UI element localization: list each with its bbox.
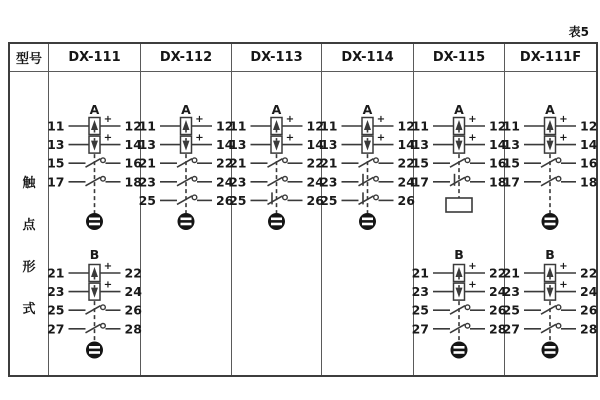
terminal-number-right: 14 <box>216 137 234 153</box>
column-header-dx-112: DX-112 <box>141 44 232 72</box>
contact-form-label-char-2: 形 <box>22 260 36 275</box>
contact-row-13-14 <box>139 133 234 154</box>
terminal-number-right: 12 <box>580 118 598 134</box>
terminal-number-right: 24 <box>124 284 142 300</box>
contact-diagram-dx-114 <box>322 72 413 375</box>
column-header-dx-114: DX-114 <box>322 44 414 72</box>
contact-row-13-14 <box>503 133 598 154</box>
terminal-number-left: 11 <box>138 118 156 134</box>
terminal-number-left: 15 <box>411 155 429 171</box>
group-label: A <box>545 102 555 117</box>
contact-group-B <box>503 247 598 359</box>
contact-row-11-12 <box>47 114 142 135</box>
terminal-number-left: 13 <box>411 137 429 153</box>
polarity-plus-sign: + <box>376 114 386 125</box>
terminal-number-left: 11 <box>320 118 338 134</box>
terminal-number-right: 24 <box>397 174 415 190</box>
polarized-element-arrow-down-icon <box>251 133 303 154</box>
polarity-plus-sign: + <box>285 114 295 125</box>
terminal-number-left: 21 <box>502 265 520 281</box>
terminal-number-right: 24 <box>489 284 507 300</box>
terminal-number-left: 27 <box>411 321 429 337</box>
group-label: B <box>89 247 100 262</box>
terminal-number-right: 26 <box>306 192 324 208</box>
normally-open-contact-icon <box>251 158 303 167</box>
terminal-number-left: 21 <box>47 265 65 281</box>
model-header-cell: 型号 <box>10 44 49 72</box>
terminal-number-left: 27 <box>502 321 520 337</box>
terminal-number-left: 13 <box>47 137 65 153</box>
terminal-number-right: 18 <box>580 174 598 190</box>
contact-diagram-cell-dx-111f <box>502 72 598 375</box>
contact-with-stop-bar-icon <box>342 192 394 204</box>
terminal-number-left: 21 <box>229 155 247 171</box>
column-header-dx-115: DX-115 <box>414 44 505 72</box>
contact-row-23-24 <box>412 280 507 301</box>
polarity-plus-sign: + <box>376 132 386 144</box>
polarity-plus-sign: + <box>103 114 113 125</box>
terminal-number-right: 14 <box>124 137 142 153</box>
terminal-number-right: 26 <box>580 302 598 318</box>
contact-row-13-14 <box>47 133 142 154</box>
contact-row-21-22 <box>47 261 142 282</box>
striped-disc-indicator-icon <box>178 213 195 230</box>
terminal-number-right: 24 <box>580 284 598 300</box>
terminal-number-right: 26 <box>489 302 507 318</box>
terminal-number-left: 21 <box>411 265 429 281</box>
polarized-element-arrow-down-icon <box>69 280 121 301</box>
polarized-element-arrow-up-icon <box>69 261 121 282</box>
terminal-number-left: 23 <box>47 284 65 300</box>
terminal-number-right: 12 <box>489 118 507 134</box>
contact-row-11-12 <box>503 114 598 135</box>
polarity-plus-sign: + <box>559 114 568 125</box>
group-label: A <box>181 102 191 117</box>
contact-row-13-14 <box>229 133 324 154</box>
terminal-number-right: 18 <box>124 174 142 190</box>
terminal-number-right: 12 <box>306 118 324 134</box>
contact-diagram-cell-dx-111 <box>49 72 141 375</box>
terminal-number-right: 14 <box>306 137 324 153</box>
striped-disc-indicator-icon <box>86 213 103 230</box>
terminal-number-right: 28 <box>580 321 598 337</box>
terminal-number-left: 21 <box>138 155 156 171</box>
polarized-element-arrow-up-icon <box>69 114 121 135</box>
terminal-number-right: 26 <box>397 192 415 208</box>
contact-group-A <box>229 102 324 230</box>
contact-form-label-char-1: 点 <box>22 218 36 233</box>
terminal-number-left: 17 <box>47 174 65 190</box>
normally-open-contact-icon <box>433 305 485 314</box>
column-header-dx-111f: DX-111F <box>505 44 596 72</box>
polarity-plus-sign: + <box>195 132 204 144</box>
polarized-element-arrow-up-icon <box>524 114 576 135</box>
normally-open-contact-icon <box>69 158 121 167</box>
terminal-number-right: 14 <box>489 137 507 153</box>
polarized-element-arrow-up-icon <box>524 261 576 282</box>
polarity-plus-sign: + <box>468 114 477 125</box>
contact-forms-table <box>8 42 598 377</box>
terminal-number-left: 27 <box>47 321 65 337</box>
terminal-number-left: 25 <box>138 192 156 208</box>
polarized-element-arrow-down-icon <box>524 133 576 154</box>
terminal-number-left: 17 <box>502 174 520 190</box>
polarized-element-arrow-up-icon <box>160 114 212 135</box>
normally-open-contact-icon <box>524 305 576 314</box>
polarity-plus-sign: + <box>559 261 568 272</box>
contact-group-B <box>47 247 142 359</box>
table-number-label: 表5 <box>568 25 589 39</box>
group-label: A <box>271 102 282 117</box>
terminal-number-right: 16 <box>124 155 142 171</box>
terminal-number-right: 28 <box>489 321 507 337</box>
terminal-number-left: 13 <box>502 137 520 153</box>
terminal-number-right: 22 <box>124 265 142 281</box>
terminal-number-left: 23 <box>138 174 156 190</box>
terminal-number-left: 13 <box>138 137 156 153</box>
polarized-element-arrow-up-icon <box>251 114 303 135</box>
rectangle-element-icon <box>446 198 472 212</box>
terminal-number-right: 22 <box>397 155 415 171</box>
contact-diagram-dx-115 <box>411 72 507 375</box>
striped-disc-indicator-icon <box>86 342 103 359</box>
polarity-plus-sign: + <box>285 132 295 144</box>
terminal-number-left: 11 <box>47 118 65 134</box>
polarity-plus-sign: + <box>468 279 477 291</box>
terminal-number-left: 25 <box>411 302 429 318</box>
polarized-element-arrow-down-icon <box>433 280 485 301</box>
polarized-element-arrow-down-icon <box>342 133 394 154</box>
normally-open-contact-icon <box>69 305 121 314</box>
group-label: A <box>454 102 464 117</box>
polarity-plus-sign: + <box>468 261 477 272</box>
polarity-plus-sign: + <box>559 279 568 291</box>
terminal-number-left: 17 <box>411 174 429 190</box>
terminal-number-right: 12 <box>124 118 142 134</box>
terminal-number-right: 18 <box>489 174 507 190</box>
normally-open-contact-icon <box>433 158 485 167</box>
polarity-plus-sign: + <box>559 132 568 144</box>
terminal-number-right: 22 <box>580 265 598 281</box>
contact-row-21-22 <box>412 261 507 282</box>
terminal-number-right: 22 <box>306 155 324 171</box>
terminal-number-right: 12 <box>216 118 234 134</box>
column-header-dx-111: DX-111 <box>49 44 141 72</box>
striped-disc-indicator-icon <box>542 213 559 230</box>
contact-diagram-cell-dx-115 <box>411 72 507 375</box>
striped-disc-indicator-icon <box>359 213 376 230</box>
terminal-number-left: 13 <box>320 137 338 153</box>
contact-row-13-14 <box>320 133 415 154</box>
terminal-number-left: 11 <box>411 118 429 134</box>
contact-with-stop-bar-icon <box>251 192 303 204</box>
striped-disc-indicator-icon <box>451 342 468 359</box>
terminal-number-right: 16 <box>489 155 507 171</box>
terminal-number-right: 24 <box>216 174 234 190</box>
terminal-number-right: 22 <box>216 155 234 171</box>
striped-disc-indicator-icon <box>542 342 559 359</box>
polarized-element-arrow-up-icon <box>433 114 485 135</box>
terminal-number-left: 23 <box>411 284 429 300</box>
polarized-element-arrow-up-icon <box>342 114 394 135</box>
polarized-element-arrow-down-icon <box>433 133 485 154</box>
contact-form-label-char-0: 触 <box>22 176 36 191</box>
contact-group-A <box>47 102 142 230</box>
contact-row-23-24 <box>47 280 142 301</box>
terminal-number-right: 12 <box>397 118 415 134</box>
polarized-element-arrow-down-icon <box>160 133 212 154</box>
terminal-number-left: 23 <box>502 284 520 300</box>
terminal-number-left: 23 <box>229 174 247 190</box>
contact-diagram-cell-dx-113 <box>229 72 324 375</box>
contact-row-23-24 <box>503 280 598 301</box>
terminal-number-left: 15 <box>502 155 520 171</box>
polarized-element-arrow-up-icon <box>433 261 485 282</box>
normally-open-contact-icon <box>342 158 394 167</box>
contact-row-11-12 <box>320 114 415 135</box>
terminal-number-left: 11 <box>229 118 247 134</box>
contact-row-13-14 <box>412 133 507 154</box>
contact-diagram-dx-111 <box>49 72 140 375</box>
terminal-number-right: 14 <box>580 137 598 153</box>
group-label: A <box>362 102 373 117</box>
group-label: B <box>545 247 555 262</box>
terminal-number-right: 28 <box>124 321 142 337</box>
polarity-plus-sign: + <box>468 132 477 144</box>
terminal-number-left: 25 <box>502 302 520 318</box>
contact-diagram-cell-dx-114 <box>322 72 414 375</box>
terminal-number-left: 23 <box>320 174 338 190</box>
striped-disc-indicator-icon <box>268 213 285 230</box>
polarized-element-arrow-down-icon <box>524 280 576 301</box>
contact-diagram-cell-dx-112 <box>138 72 234 375</box>
group-label: A <box>89 102 100 117</box>
polarity-plus-sign: + <box>103 132 113 144</box>
terminal-number-left: 15 <box>47 155 65 171</box>
contact-row-11-12 <box>139 114 234 135</box>
column-header-dx-113: DX-113 <box>232 44 322 72</box>
terminal-number-left: 25 <box>47 302 65 318</box>
terminal-number-left: 13 <box>229 137 247 153</box>
terminal-number-right: 16 <box>580 155 598 171</box>
polarity-plus-sign: + <box>195 114 204 125</box>
terminal-number-left: 25 <box>229 192 247 208</box>
polarity-plus-sign: + <box>103 279 113 291</box>
contact-form-label-cell <box>10 72 49 375</box>
contact-group-A <box>503 102 598 230</box>
normally-open-contact-icon <box>524 158 576 167</box>
contact-form-label-char-3: 式 <box>22 302 36 317</box>
terminal-number-right: 14 <box>397 137 415 153</box>
contact-group-B <box>412 247 507 359</box>
polarized-element-arrow-down-icon <box>69 133 121 154</box>
contact-group-A <box>320 102 415 230</box>
terminal-number-left: 11 <box>502 118 520 134</box>
terminal-number-right: 24 <box>306 174 324 190</box>
terminal-number-left: 21 <box>320 155 338 171</box>
terminal-number-right: 26 <box>216 192 234 208</box>
contact-diagram-dx-111f <box>502 72 598 375</box>
contact-row-21-22 <box>503 261 598 282</box>
terminal-number-right: 26 <box>124 302 142 318</box>
contact-group-A <box>412 102 507 212</box>
polarity-plus-sign: + <box>103 261 113 272</box>
terminal-number-right: 22 <box>489 265 507 281</box>
contact-row-11-12 <box>412 114 507 135</box>
contact-diagram-dx-113 <box>229 72 324 375</box>
contact-row-11-12 <box>229 114 324 135</box>
normally-open-contact-icon <box>160 158 212 167</box>
terminal-number-left: 25 <box>320 192 338 208</box>
contact-group-A <box>139 102 234 230</box>
contact-diagram-dx-112 <box>138 72 234 375</box>
group-label: B <box>454 247 464 262</box>
